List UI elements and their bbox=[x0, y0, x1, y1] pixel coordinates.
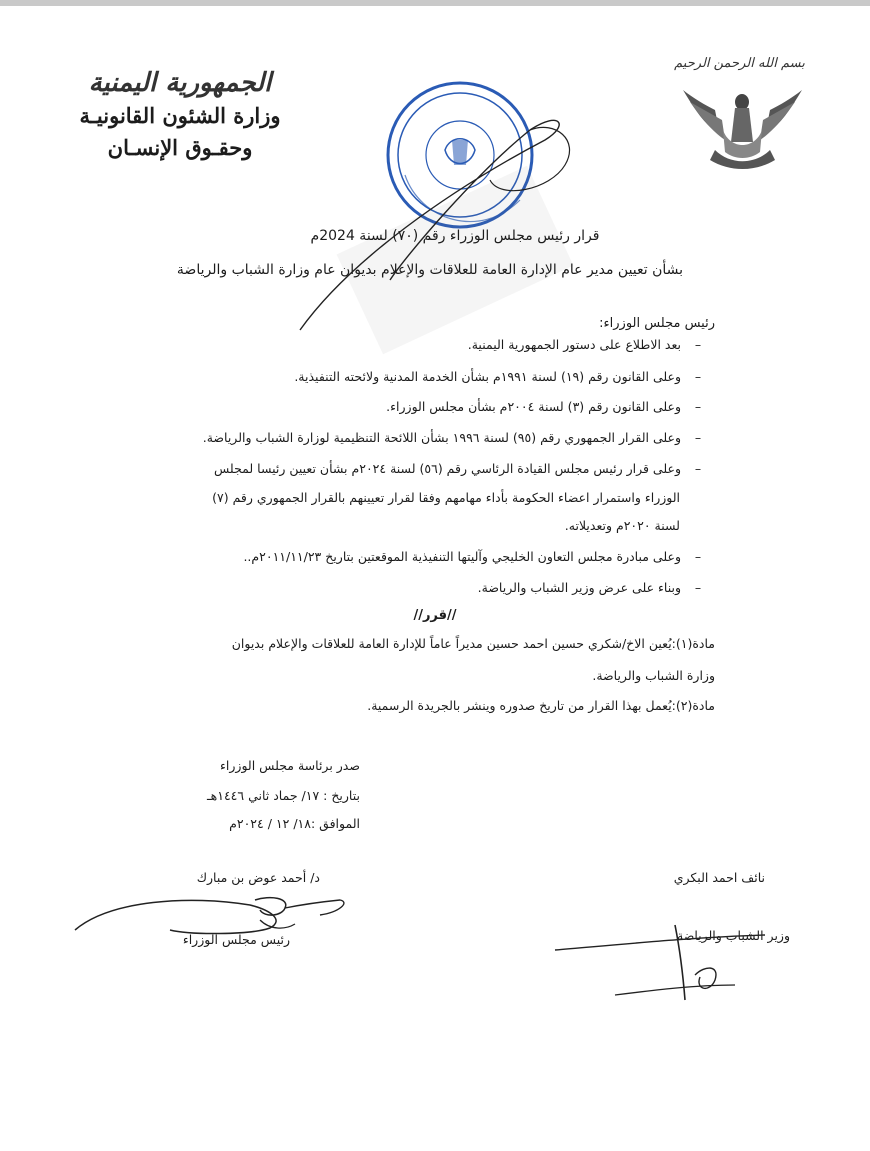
decree-subject: بشأن تعيين مدير عام الإدارة العامة للعلاقات والإعلام بديوان عام وزارة الشباب والرياضة bbox=[176, 262, 684, 278]
preamble-item: –وعلى القانون رقم (١٩) لسنة ١٩٩١م بشأن الخدمة المدنية ولائحته التنفيذية. bbox=[294, 369, 702, 384]
top-border bbox=[0, 0, 870, 6]
pm-name: د/ أحمد عوض بن مبارك bbox=[196, 870, 320, 885]
decree-intro: رئيس مجلس الوزراء: bbox=[599, 316, 715, 331]
pm-title: رئيس مجلس الوزراء bbox=[182, 932, 290, 947]
yemen-eagle-emblem-icon bbox=[675, 80, 810, 176]
decided-heading: //قرر// bbox=[413, 608, 457, 623]
decree-title: قرار رئيس مجلس الوزراء رقم (٧٠) لسنة 2024م bbox=[310, 228, 600, 244]
ministry-name-line2: وحقـوق الإنسـان bbox=[107, 135, 253, 160]
article-1-continuation: وزارة الشباب والرياضة. bbox=[592, 668, 715, 683]
preamble-item: –وعلى مبادرة مجلس التعاون الخليجي وآليتها التنفيذية الموقعتين بتاريخ ٢٠١١/١١/٢٣م.. bbox=[243, 549, 702, 564]
basmala: بسم الله الرحمن الرحيم bbox=[674, 56, 805, 71]
preamble-item: –وعلى القانون رقم (٣) لسنة ٢٠٠٤م بشأن مجلس الوزراء. bbox=[386, 399, 702, 414]
preamble-item-continuation: الوزراء واستمرار اعضاء الحكومة بأداء مهامهم وفقا لقرار تعيينهم بالقرار الجمهوري رقم (٧) bbox=[212, 490, 680, 505]
preamble-item-long: –وعلى قرار رئيس مجلس القيادة الرئاسي رقم (٥٦) لسنة ٢٠٢٤م بشأن تعيين رئيسا لمجلس bbox=[214, 461, 702, 476]
pm-signature-icon bbox=[70, 880, 360, 954]
ministry-round-stamp-icon bbox=[330, 80, 590, 354]
hijri-date: بتاريخ : ١٧/ جماد ثاني ١٤٤٦هـ bbox=[206, 788, 360, 803]
minister-title: وزير الشباب والرياضة bbox=[677, 928, 790, 943]
article-1: مادة(١):يُعين الاخ/شكري حسين احمد حسين مديراً عاماً للإدارة العامة للعلاقات والإعلام بديوان bbox=[231, 636, 715, 651]
minister-name: نائف احمد البكري bbox=[673, 870, 765, 885]
issued-at: صدر برئاسة مجلس الوزراء bbox=[220, 758, 360, 773]
letterhead-ministry bbox=[70, 68, 290, 162]
preamble-item: –وبناء على عرض وزير الشباب والرياضة. bbox=[477, 580, 702, 595]
preamble-item: –وعلى القرار الجمهوري رقم (٩٥) لسنة ١٩٩٦ بشأن اللائحة التنظيمية لوزارة الشباب والرياضة. bbox=[202, 430, 702, 445]
preamble-item: –بعد الاطلاع على دستور الجمهورية اليمنية. bbox=[467, 337, 702, 352]
country-name: الجمهورية اليمنية bbox=[88, 68, 272, 98]
ministry-name-line1: وزارة الشئون القانونيـة bbox=[79, 103, 281, 128]
minister-signature-icon bbox=[555, 905, 775, 1014]
preamble-item-continuation: لسنة ٢٠٢٠م وتعديلاته. bbox=[564, 518, 680, 533]
article-2: مادة(٢):يُعمل بهذا القرار من تاريخ صدوره وينشر بالجريدة الرسمية. bbox=[367, 698, 715, 713]
gregorian-date: الموافق :١٨/ ١٢ / ٢٠٢٤م bbox=[229, 816, 360, 831]
